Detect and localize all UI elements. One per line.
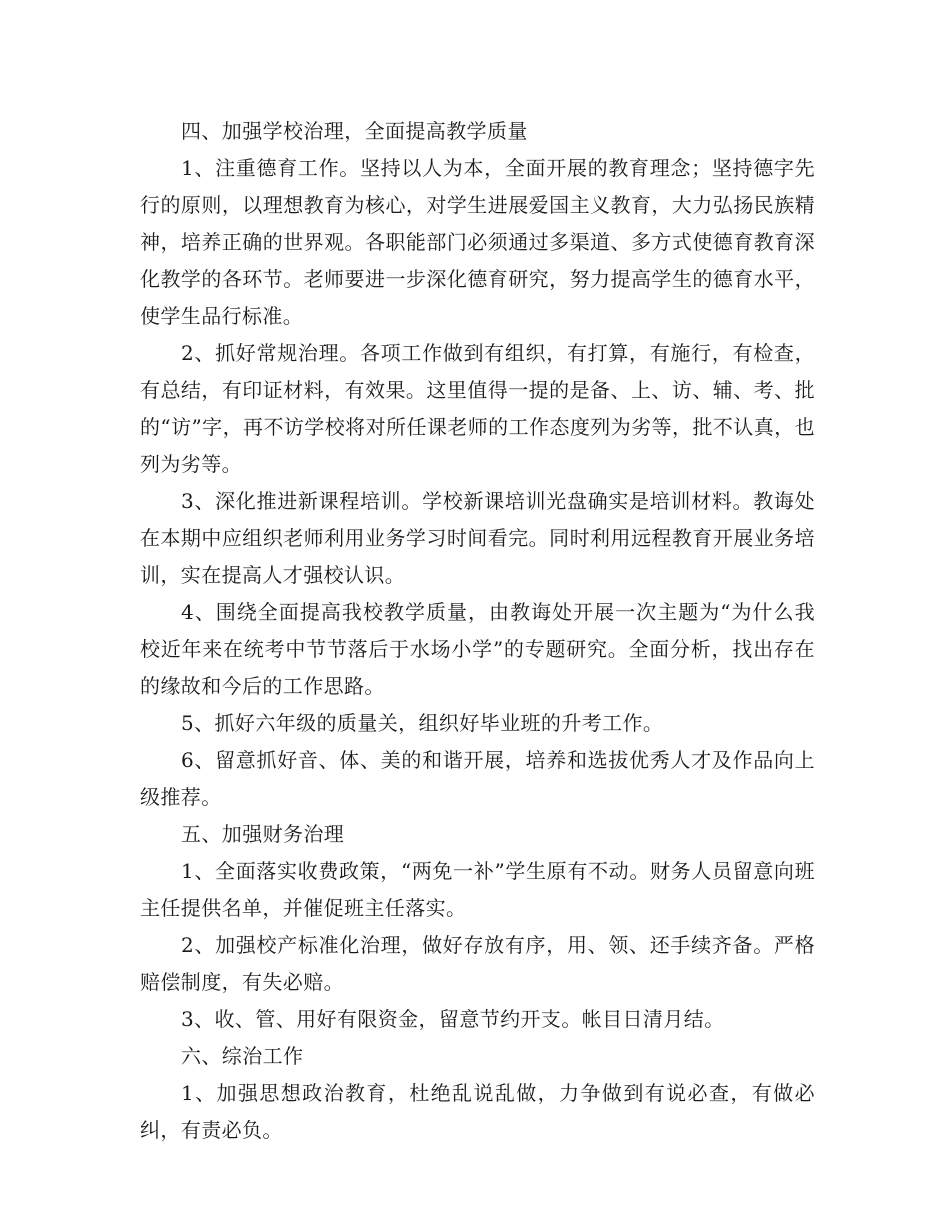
document-body (140, 113, 815, 1149)
paragraph: 6、留意抓好音、体、美的和谐开展，培养和选拔优秀人才及作品向上级推荐。 (140, 748, 815, 809)
section-heading-5: 五、加强财务治理 (181, 822, 345, 846)
paragraph: 5、抓好六年级的质量关，组织好毕业班的升考工作。 (181, 711, 664, 735)
section-heading-6: 六、综治工作 (181, 1044, 304, 1068)
paragraph: 1、加强思想政治教育，杜绝乱说乱做，力争做到有说必查，有做必纠，有责必负。 (140, 1081, 815, 1142)
section-heading-4: 四、加强学校治理，全面提高教学质量 (181, 119, 528, 143)
paragraph: 2、抓好常规治理。各项工作做到有组织，有打算，有施行，有检查，有总结，有印证材料，有效果。这里值得一提的是备、上、访、辅、考、批的“访”字，再不访学校将对所任课老师的工作态度列为劣等，批不认真，也列为劣等。 (140, 341, 815, 476)
paragraph: 3、深化推进新课程培训。学校新课培训光盘确实是培训材料。教诲处在本期中应组织老师利用业务学习时间看完。同时利用远程教育开展业务培训，实在提高人才强校认识。 (140, 489, 815, 587)
paragraph: 3、收、管、用好有限资金，留意节约开支。帐目日清月结。 (181, 1007, 725, 1031)
paragraph: 2、加强校产标准化治理，做好存放有序，用、领、还手续齐备。严格赔偿制度，有失必赔。 (140, 933, 815, 994)
paragraph: 1、全面落实收费政策，“两免一补”学生原有不动。财务人员留意向班主任提供名单，并催促班主任落实。 (140, 859, 815, 920)
paragraph: 1、注重德育工作。坚持以人为本，全面开展的教育理念；坚持德字先行的原则，以理想教育为核心，对学生进展爱国主义教育，大力弘扬民族精神，培养正确的世界观。各职能部门必须通过多渠道、多方式使德育教育深化教学的各环节。老师要进一步深化德育研究，努力提高学生的德育水平，使学生品行标准。 (140, 156, 815, 328)
paragraph: 4、围绕全面提高我校教学质量，由教诲处开展一次主题为“为什么我校近年来在统考中节节落后于水场小学”的专题研究。全面分析，找出存在的缘故和今后的工作思路。 (140, 600, 815, 698)
